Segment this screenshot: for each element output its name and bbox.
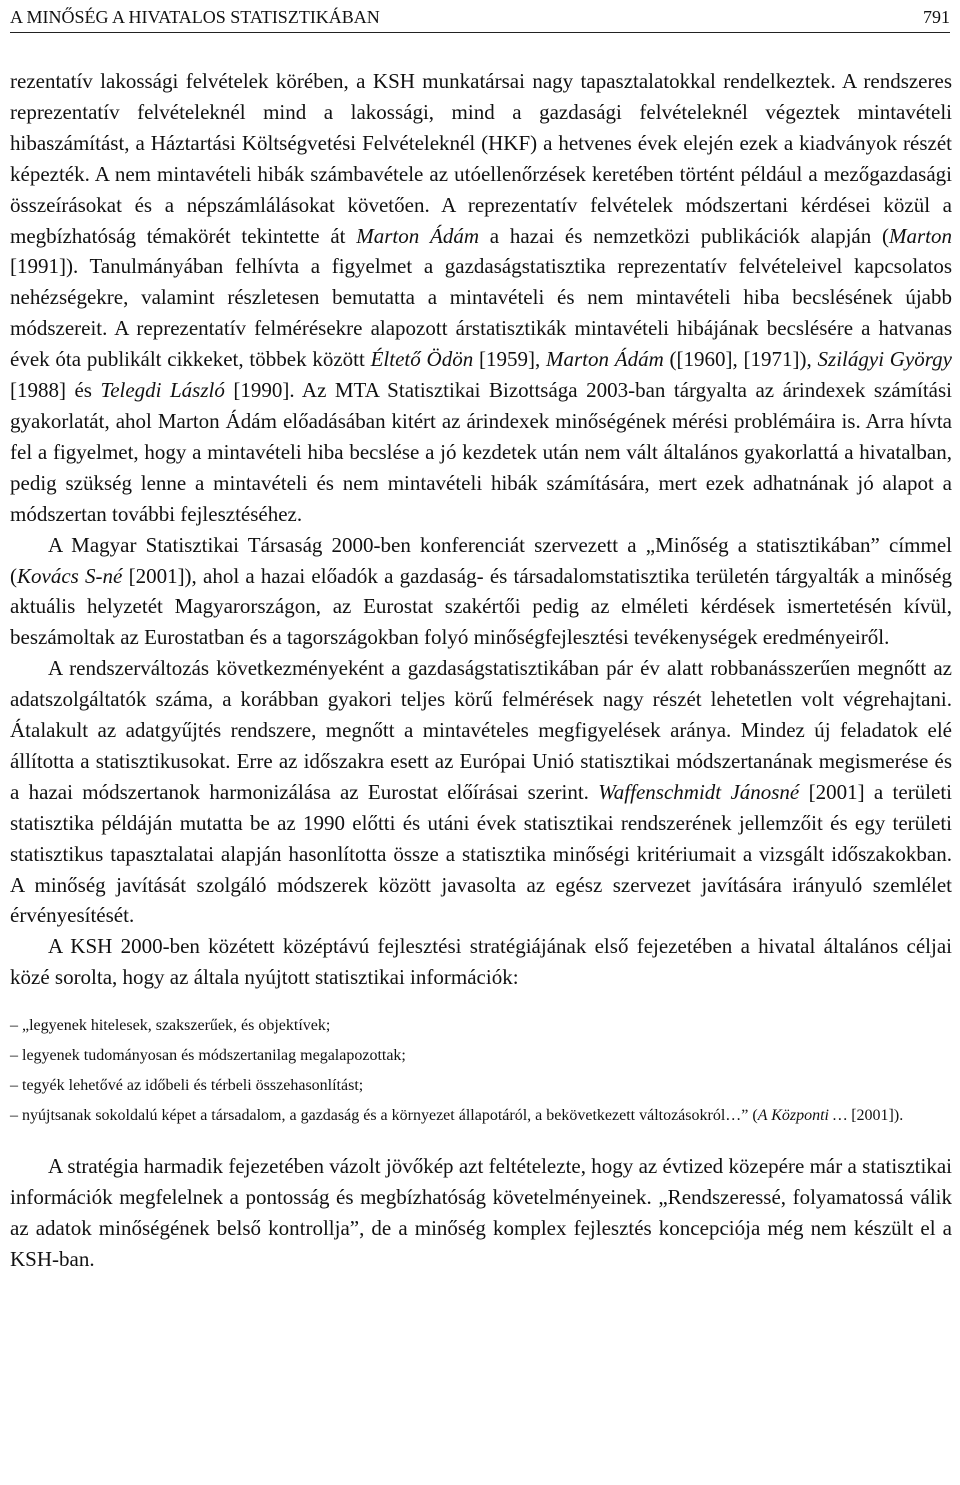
text-run: [1959], xyxy=(473,347,546,372)
text-run: [1991]). Tanulmányában felhívta a figyelmet a gazdaságstatisztika reprezentatív felvételeivel kapcsolatos nehézségekre, valamint részletesen bemutatta a mintavételi és nem mintavételi hiba becslésének újabb módszereit. A reprezentatív felmérésekre alapozott árstatisztikák mintavételi hibájának becslésére a hatvanas évek óta publikált cikkeket, többek között xyxy=(10,254,952,372)
list-item: – legyenek tudományosan és módszertanilag megalapozottak; xyxy=(10,1047,406,1065)
text-run: [2001] a területi statisztika példáján mutatta be az 1990 előtti és utáni évek statisztikai rendszerének jellemzőit és egy területi statisztikus tapasztalatai alapján hasonlította össze a statisztika minőségi kritériumait a vizsgált időszakokban. A minőség javítását szolgáló módszerek között javasolta az egész szervezet javítására irányuló szemlélet érvényesítését. xyxy=(10,779,953,928)
text-run: [1990]. Az MTA Statisztikai Bizottsága 2003-ban tárgyalta az árindexek számítási gyakorlatát, ahol Marton Ádám előadásában kitért az árindexek minőségének mérési problémáira is. Arra hívta fel a figyelmet, hogy a mintavételi hiba becslése a jó kezdetek után nem vált általános gyakorlattá a hivatalban, pedig szükség lenne a mintavételi és nem mintavételi hibák számítására, mert ezek adhatnának jó alapot a módszertan további fejlesztéséhez. xyxy=(10,378,953,526)
author-name: Marton Ádám xyxy=(545,347,664,372)
page-number: 791 xyxy=(923,7,950,27)
quoted-list xyxy=(10,1011,952,1131)
text-run: [2001]). xyxy=(847,1107,904,1125)
list-item xyxy=(10,1101,952,1131)
paragraph-5: A stratégia harmadik fejezetében vázolt jövőkép azt feltételezte, hogy az évtized közepére már a statisztikai információk megfelelnek a pontosság és megbízhatóság követelményeinek. „Rendszeressé, folyamatossá válik az adatok minőségének belső kontrollja”, de a minőség komplex fejlesztés koncepciója még nem készült el a KSH-ban. xyxy=(10,1154,952,1271)
paragraph-3 xyxy=(10,653,952,931)
text-run: – nyújtsanak sokoldalú képet a társadalom, a gazdaság és a környezet állapotáról, a bekövetkezett változásokról…” ( xyxy=(10,1107,758,1125)
author-name: Marton xyxy=(889,223,952,248)
body-text xyxy=(10,66,952,1275)
paragraph-4: A KSH 2000-ben közétett középtávú fejlesztési stratégiájának első fejezetében a hivatal általános céljai közé sorolta, hogy az általa nyújtott statisztikai információk: xyxy=(10,934,952,990)
text-run: [2001]), ahol a hazai előadók a gazdaság- és társadalomstatisztika területén tárgyalták a minőség aktuális helyzetét Magyarországon, az Eurostat szakértői pedig az elméleti kérdések ismertetésén kívül, beszámoltak az Eurostatban és a tagországokban folyó minőségfejlesztési tevékenységek eredményeiről. xyxy=(10,563,953,650)
running-title: A MINŐSÉG A HIVATALOS STATISZTIKÁBAN xyxy=(10,7,380,27)
text-run: A Magyar Statisztikai Társaság 2000-ben konferenciát szervezett a „Minőség a statisztikában” címmel ( xyxy=(10,532,952,588)
running-header xyxy=(10,4,950,33)
author-name: Marton Ádám xyxy=(356,223,480,248)
text-run: rezentatív lakossági felvételek körében, a KSH munkatársai nagy tapasztalatokkal rendelkeztek. A rendszeres reprezentatív felvételeknél mind a lakossági, mind a gazdasági felvételeknél végeztek mintavételi hibaszámítást, a Háztartási Költségvetési Felvételeknél (HKF) a hetvenes évek elején ezek a kiadványok részét képezték. A nem mintavételi hibák számbavétele az utóellenőrzések keretében történt például a mezőgazdasági összeírásokat és a népszámlálásokat követően. A reprezentatív felvételek módszertani kérdései közül a megbízhatóság témakörét tekintette át xyxy=(10,69,952,248)
text-run: a hazai és nemzetközi publikációk alapján ( xyxy=(479,223,889,248)
citation-title: A Központi … xyxy=(757,1107,848,1125)
author-name: Waffenschmidt Jánosné xyxy=(598,779,800,804)
author-name: Szilágyi György xyxy=(817,347,952,372)
text-run: A rendszerváltozás következményeként a gazdaságstatisztikában pár év alatt robbanásszerűen megnőtt az adatszolgáltatók száma, a korábban gyakori teljes körű felmérések nagy részét lehetetlen volt végrehajtani. Átalakult az adatgyűjtés rendszere, megnőtt a mintavételes megfigyelések aránya. Mindez új feladatok elé állította a statisztikusokat. Erre az időszakra esett az Európai Unió statisztikai módszertanának megismerése és a hazai módszertanok harmonizálása az Eurostat előírásai szerint. xyxy=(10,656,952,804)
author-name: Telegdi László xyxy=(100,378,225,403)
text-run: ([1960], [1971]), xyxy=(663,347,818,372)
list-item: – tegyék lehetővé az időbeli és térbeli összehasonlítást; xyxy=(10,1077,364,1095)
text-run: [1988] és xyxy=(10,378,101,403)
paragraph-1 xyxy=(10,66,952,530)
list-item: – „legyenek hitelesek, szakszerűek, és objektívek; xyxy=(10,1017,331,1035)
author-name: Éltető Ödön xyxy=(370,347,474,372)
author-name: Kovács S-né xyxy=(17,563,123,588)
paragraph-2 xyxy=(10,530,952,654)
